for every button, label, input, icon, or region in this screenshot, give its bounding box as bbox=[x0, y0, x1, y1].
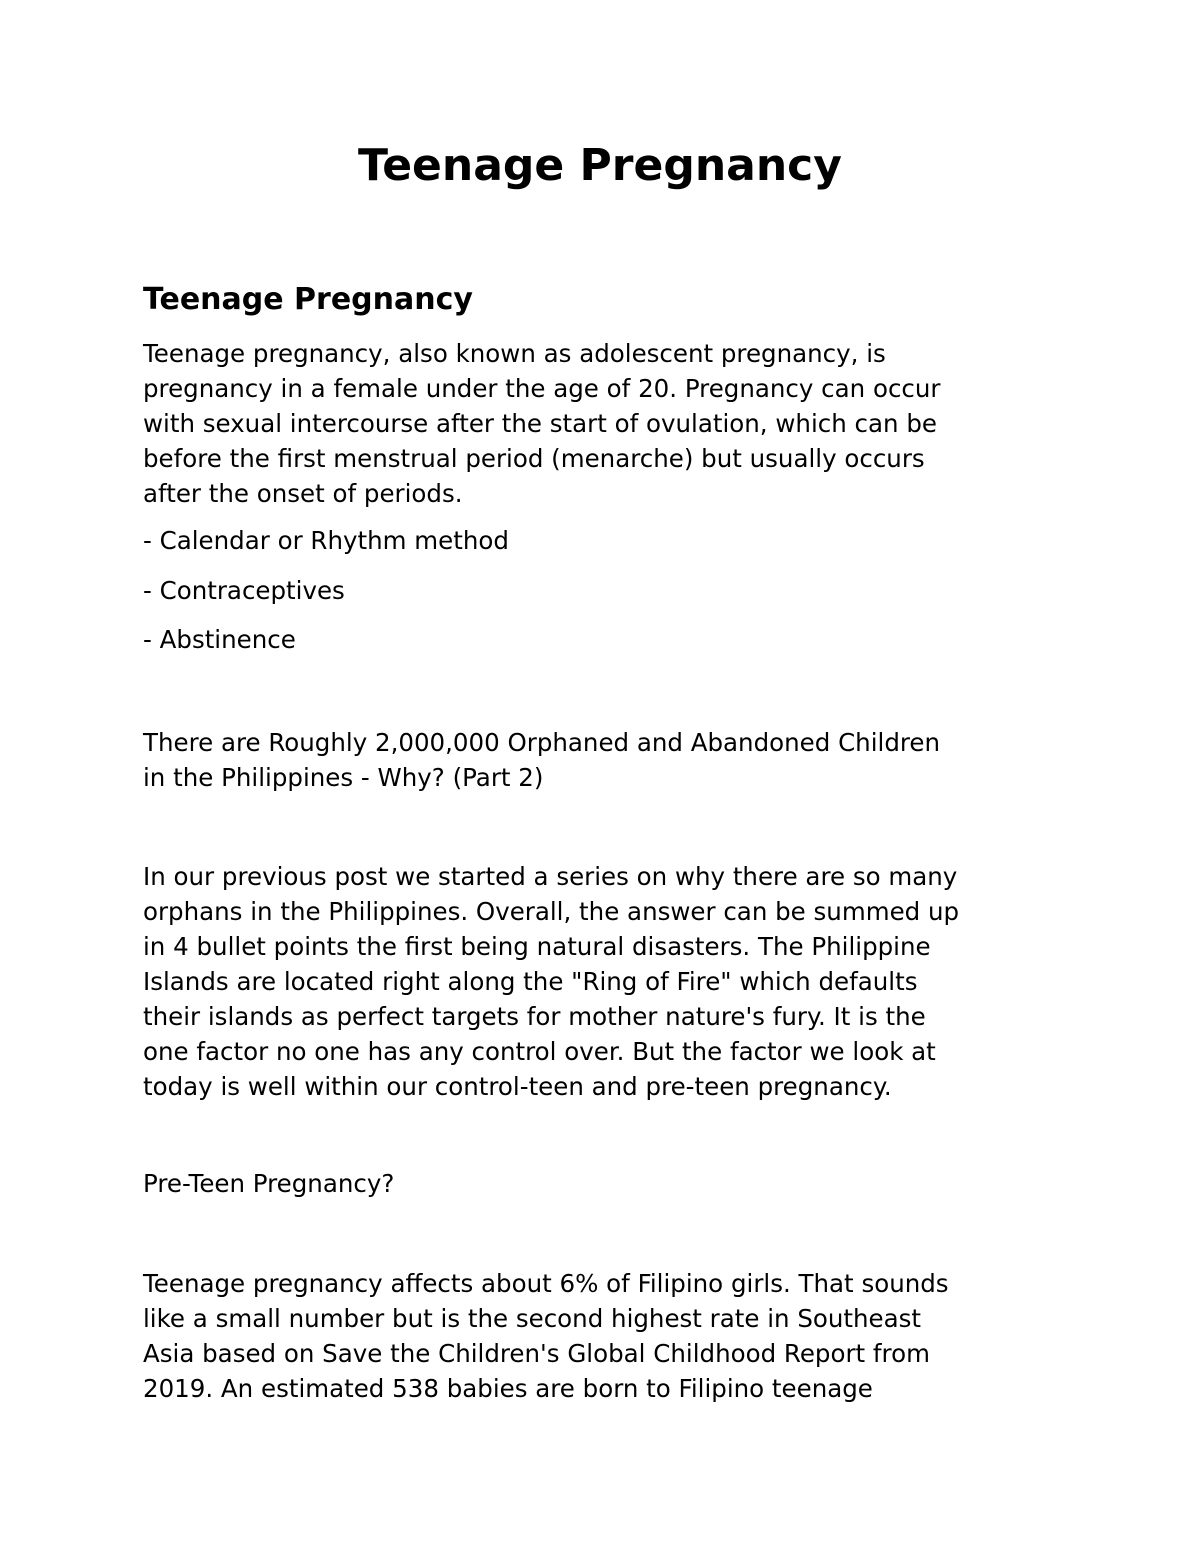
stats-line: like a small number but is the second highest rate in Southeast bbox=[143, 1304, 922, 1333]
bullet-item: - Abstinence bbox=[143, 625, 296, 654]
body-line: today is well within our control-teen and pre-teen pregnancy. bbox=[143, 1072, 892, 1101]
section-heading: Teenage Pregnancy bbox=[143, 282, 473, 317]
body-line: In our previous post we started a series on why there are so many bbox=[143, 862, 958, 891]
article-title-line: in the Philippines - Why? (Part 2) bbox=[143, 763, 544, 792]
bullet-item: - Contraceptives bbox=[143, 576, 345, 605]
intro-line: after the onset of periods. bbox=[143, 479, 463, 508]
stats-line: 2019. An estimated 538 babies are born to Filipino teenage bbox=[143, 1374, 873, 1403]
article-title bbox=[143, 725, 1068, 795]
stats-paragraph bbox=[143, 1266, 1068, 1406]
stats-line: Teenage pregnancy affects about 6% of Filipino girls. That sounds bbox=[143, 1269, 949, 1298]
body-line: Islands are located right along the "Ring of Fire" which defaults bbox=[143, 967, 918, 996]
body-line: in 4 bullet points the first being natural disasters. The Philippine bbox=[143, 932, 931, 961]
document-title: Teenage Pregnancy bbox=[358, 140, 842, 191]
article-title-line: There are Roughly 2,000,000 Orphaned and Abandoned Children bbox=[143, 728, 941, 757]
bullet-item: - Calendar or Rhythm method bbox=[143, 526, 509, 555]
intro-paragraph bbox=[143, 336, 1068, 511]
intro-line: pregnancy in a female under the age of 20. Pregnancy can occur bbox=[143, 374, 941, 403]
intro-line: with sexual intercourse after the start of ovulation, which can be bbox=[143, 409, 937, 438]
body-line: orphans in the Philippines. Overall, the answer can be summed up bbox=[143, 897, 960, 926]
body-paragraph bbox=[143, 859, 1068, 1104]
intro-line: before the first menstrual period (menarche) but usually occurs bbox=[143, 444, 925, 473]
stats-line: Asia based on Save the Children's Global Childhood Report from bbox=[143, 1339, 930, 1368]
subheading: Pre-Teen Pregnancy? bbox=[143, 1169, 395, 1198]
body-line: their islands as perfect targets for mother nature's fury. It is the bbox=[143, 1002, 926, 1031]
intro-line: Teenage pregnancy, also known as adolescent pregnancy, is bbox=[143, 339, 886, 368]
body-line: one factor no one has any control over. But the factor we look at bbox=[143, 1037, 936, 1066]
